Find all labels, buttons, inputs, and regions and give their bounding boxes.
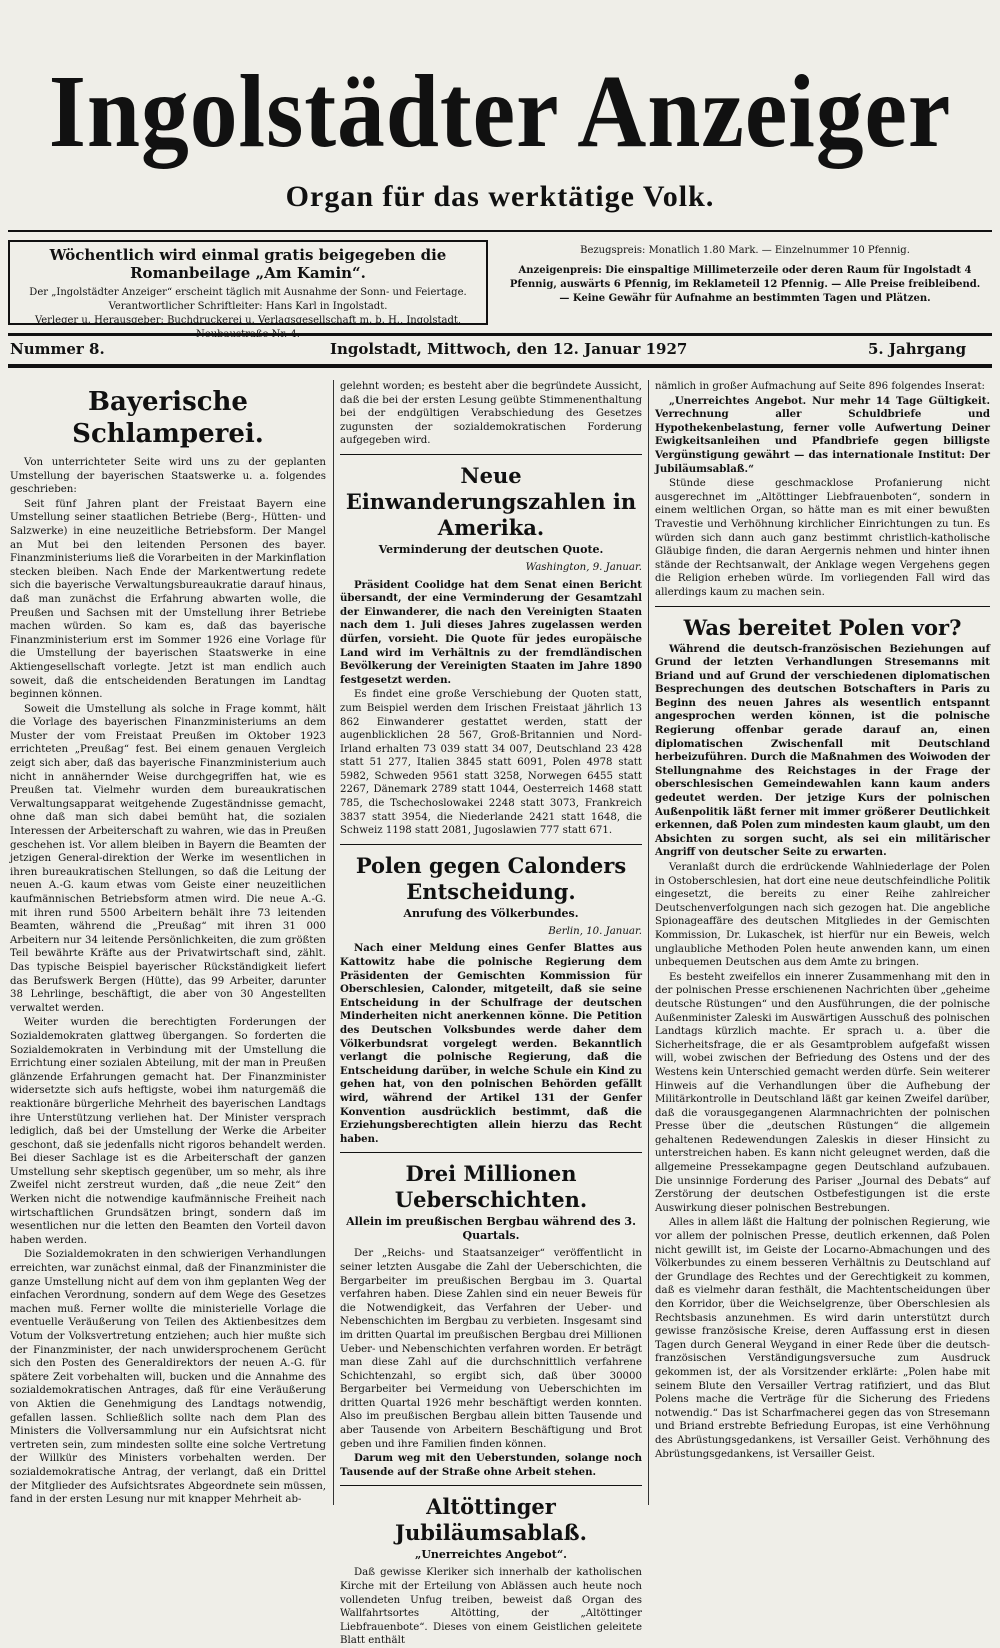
supplement-headline: Wöchentlich wird einmal gratis beigegeben die Romanbeilage „Am Kamin“.: [49, 246, 447, 282]
column-3: [655, 380, 990, 1505]
article-separator: [340, 1485, 642, 1486]
publication-frequency: Der „Ingolstädter Anzeiger“ erscheint täglich mit Ausnahme der Sonn- und Feiertage.: [29, 287, 467, 298]
article-paragraph: Es besteht zweifellos ein innerer Zusammenhang mit den in der polnischen Presse erschienenen Nachrichten über „geheime deutsche Rüstungen“ und den Ausführungen, die der polnische Außenminister Zaleski im Auswärtigen Ausschuß des polnischen Landtags kürzlich machte. Er sprach u. a. über die Sicherheitsfrage, die er als Gesamtproblem aufgefaßt wissen will, wobei zwischen der Befriedung des Ostens und der des Westens kein Unterschied gemacht werden dürfe. Sein weiterer Hinweis auf die Verhandlungen über die Aufhebung der Militärkontrolle in Deutschland läßt gar keinen Zweifel darüber, daß die vorausgegangenen Alarmnachrichten der polnischen Presse über die „deutschen Rüstungen“ die allgemein gehaltenen Redewendungen Zaleskis in dieser Hinsicht zu unterstreichen haben. Es kann nicht geleugnet werden, daß die allgemeine Pressekampagne gegen Deutschland aufzubauen. Die unsinnige Forderung des Pariser „Journal des Debats“ auf Zerstörung der deutschen Ostbefestigungen ist die erste Auswirkung dieser polnischen Bestrebungen.: [655, 971, 990, 1214]
article-paragraph: Während die deutsch-französischen Beziehungen auf Grund der letzten Verhandlungen Stresemanns mit Briand und auf Grund der verschiedenen diplomatischen Besprechungen des deutschen Botschafters in Paris zu Beginn des neuen Jahres als wesentlich entspannt angesprochen werden können, ist die polnische Regierung offenbar gerade darauf an, einen diplomatischen Zwischenfall mit Deutschland herbeizuführen. Durch die Maßnahmen des Woiwoden der Stellungnahme des Reichstages in der Frage der oberschlesischen Gemeindewahlen kann kaum anders gedeutet werden. Der jetzige Kurs der polnischen Außenpolitik läßt ferner mit immer größerer Deutlichkeit erkennen, daß Polen zum mindesten kaum glaubt, um den Absichten zu sorgen sucht, als sei ein militärischer Angriff von deutscher Seite zu erwarten.: [655, 642, 990, 859]
article-headline-polen: Was bereitet Polen vor?: [683, 614, 962, 640]
article-paragraph: Es findet eine große Verschiebung der Quoten statt, zum Beispiel werden dem Irischen Freistaat jährlich 13 862 Einwanderer gestattet werden, statt der augenblicklichen 28 567, Groß-Britannien und Nord-Irland erhalten 73 039 statt 34 007, Deutschland 23 428 statt 51 277, Italien 3845 statt 6091, Polen 4978 statt 5982, Schweden 9561 statt 3258, Norwegen 6455 statt 2267, Dänemark 2789 statt 1044, Oesterreich 1468 statt 785, die Tschechoslowakei 2248 statt 3073, Frankreich 3837 statt 3954, die Niederlande 2421 statt 1648, die Schweiz 1198 statt 2081, Jugoslawien 777 statt 671.: [340, 689, 642, 837]
article-separator: [340, 454, 642, 455]
article-subheadline: Verminderung der deutschen Quote.: [378, 542, 604, 556]
article-headline-schlamperei: Bayerische Schlamperei.: [72, 387, 264, 449]
place-and-date: Ingolstadt, Mittwoch, den 12. Januar 1927: [330, 340, 688, 358]
article-paragraph: Der „Reichs- und Staatsanzeiger“ veröffentlicht in seiner letzten Ausgabe die Zahl der Ueberschichten, die Bergarbeiter im preußischen Bergbau im 3. Quartal verfahren haben. Diese Zahlen sind ein neuer Beweis für die Notwendigkeit, das Verfahren der Ueber- und Nebenschichten im Bergbau zu verbieten. Insgesamt sind im dritten Quartal im preußischen Bergbau drei Millionen Ueber- und Nebenschichten verfahren worden. Er beträgt man diese Zahl auf die durchschnittlich verfahrene Schichtenzahl, so ergibt sich, daß über 30000 Bergarbeiter bei Vermeidung von Ueberschichten im dritten Quartal 1926 mehr beschäftigt werden konnten. Also im preußischen Bergbau allein bitten Tausende und aber Tausende von Arbeitern Beschäftigung und Brot geben und ihre Familien finden können.: [340, 1248, 642, 1450]
article-paragraph: Präsident Coolidge hat dem Senat einen Bericht übersandt, der eine Verminderung der Gesamtzahl der Einwanderer, die nach den Vereinigten Staaten nach dem 1. Juli dieses Jahres zugelassen werden dürfen, vorsieht. Die Quote für jedes europäische Land wird im Verhältnis zu der fremdländischen Bevölkerung der Vereinigten Staaten im Jahre 1890 festgesetzt werden.: [340, 578, 642, 686]
article-paragraph: Seit fünf Jahren plant der Freistaat Bayern eine Umstellung seiner staatlichen Betriebe (Berg-, Hütten- und Salzwerke) in eine neuzeitliche Betriebsform. Der Mangel an Mut bei den leitenden Personen des bayer. Finanzministeriums ließ die Vorarbeiten in der Markinflation stecken bleiben. Nach Ende der Markentwertung redete sich die bayerische Verwaltungsbureaukratie darauf hinaus, daß man zunächst die Erfahrung abwarten wolle, die Preußen und Sachsen mit der Umstellung ihrer Betriebe machen würden. So kam es, daß das bayerische Finanzministerium erst im Sommer 1926 eine Vorlage für die Umstellung der bayerischen Staatswerke in eine Aktiengesellschaft vorlegte. Jetzt ist man endlich auch soweit, daß die entscheidenden Beratungen im Landtag beginnen können.: [10, 498, 326, 701]
dateline-bottom-rule: [8, 364, 992, 368]
article-paragraph: Von unterrichteter Seite wird uns zu der geplanten Umstellung der bayerischen Staatswerke u. a. folgendes geschrieben:: [10, 457, 326, 496]
article-headline-calonder: Polen gegen Calonders Entscheidung.: [355, 852, 627, 904]
article-paragraph: Soweit die Umstellung als solche in Frage kommt, hält die Vorlage des bayerischen Finanzministeriums an dem Muster der vom Freistaat Preußen im Oktober 1923 errichteten „Preußag“ fest. Bei einem genauen Vergleich zeigt sich aber, daß das bayerische Finanzministerium auch nicht in annähernder Weise durchgegriffen hat, wie es Preußen tat. Vielmehr wurden dem bureaukratischen Verwaltungsapparat weitgehende Zugeständnisse gemacht, ohne daß man sich dabei bemüht hat, die sozialen Interessen der Arbeiterschaft zu wahren, wie das in Preußen geschehen ist. Vor allem bleiben in Bayern die Beamten der jetzigen General-direktion der Werke im wesentlichen in ihren bureaukratischen Stellungen, so daß die Leitung der neuen A.-G. kaum etwas vom Geiste einer neuzeitlichen kaufmännischen Betriebsform atmen wird. Die neue A.-G. mit ihren rund 5500 Arbeitern behält ihre 73 leitenden Beamten, während die „Preußag“ mit ihren 31 000 Arbeitern nur 34 leitende Persönlichkeiten, die zum größten Teil bewährte Kräfte aus der Privatwirtschaft sind, zählt. Das typische Beispiel bayerischer Rückständigkeit liefert das Berufswerk Bergen (Hütte), das 99 Arbeiter, darunter 38 Lehrlinge, beschäftigt, die aber von 30 Angestellten verwaltet werden.: [10, 703, 326, 1014]
article-paragraph: Weiter wurden die berechtigten Forderungen der Sozialdemokraten glattweg übergangen. So forderten die Sozialdemokraten in Verbindung mit der Umstellung die Errichtung einer sozialen Abteilung, mit der man in Preußen glänzende Erfahrungen gemacht hat. Der Finanzminister widersetzte sich aufs heftigste, wobei ihm naturgemäß die reaktionäre bürgerliche Mehrheit des bayerischen Landtags ihre Unterstützung verliehen hat. Der Minister versprach lediglich, daß bei der Umstellung der Werke die Arbeiter geschont, daß sie jedenfalls nicht rigoros behandelt werden. Bei dieser Sachlage ist es die Arbeiterschaft der ganzen Umstellung sehr skeptisch gegenüber, um so mehr, als ihre Zweifel nicht zerstreut wurden, daß „die neue Zeit“ den Werken nicht die notwendige kaufmännische Freiheit nach wirtschaftlichen Grundsätzen bringt, sondern daß im wesentlichen nur die letten den Beamten den Vorteil davon haben werden.: [10, 1017, 326, 1246]
publisher-line: Verleger u. Herausgeber: Buchdruckerei u. Verlagsgesellschaft m. b. H., Ingolstadt,: [34, 315, 462, 326]
masthead-title: Ingolstädter Anzeiger: [48, 54, 952, 169]
article-subheadline: „Unerreichtes Angebot“.: [415, 1548, 567, 1562]
article-paragraph: Alles in allem läßt die Haltung der polnischen Regierung, wie vor allem der polnischen Presse, deutlich erkennen, daß Polen nicht gewillt ist, im Geiste der Locarno-Abmachungen und des Völkerbundes zu einem besseren Verhältnis zu Deutschland auf der Grundlage des Rechtes und der Gerechtigkeit zu kommen, daß es vielmehr daran festhält, die Machtentscheidungen über den Korridor, über die Weichselgrenze, über Oberschlesien als Rechtsbasis anzunehmen. Es wird darin unterstützt durch gewisse französische Kreise, deren Auffassung erst in diesen Tagen durch General Weygand in einer Rede über die deutsch-französischen Verständigungsversuche zum Ausdruck gekommen ist, der als Vorsitzender erklärte: „Polen habe mit seinem Blute den Versailler Vertrag ratifiziert, und das Blut Polens mache die Verträge für die Sicherung des Friedens notwendig.“ Das ist Scharfmacherei gegen das von Stresemann und Briand erstrebte Befriedung Europas, ist eine Verhöhnung des Abrüstungsgedankens, ist Versailler Geist. Verhöhnung des Abrüstungsgedankens, ist Versailler Geist.: [655, 1217, 990, 1460]
article-paragraph: Stünde diese geschmacklose Profanierung nicht ausgerechnet im „Altöttinger Liebfrauenboten“, sondern in einem weltlichen Organ, so hätte man es mit einer bewußten Travestie und Verhöhnung kirchlicher Einrichtungen zu tun. Es würden sich dann auch ganz bestimmt christlich-katholische Gläubige finden, die daran Aergernis nehmen und hinter ihnen stände der Rechtsanwalt, der Anklage wegen Vergehens gegen die Religion erheben würde. Im vorliegenden Fall wird das allerdings kaum zu machen sein.: [655, 478, 990, 598]
article-paragraph: Die Sozialdemokraten in den schwierigen Verhandlungen erreichten, war zunächst einmal, daß der Finanzminister die ganze Umstellung nicht auf dem von ihm geplanten Weg der einfachen Verordnung, sondern auf dem Wege des Gesetzes machen muß. Ferner wollte die ministerielle Vorlage die eventuelle Veräußerung von Teilen des Aktienbesitzes dem Votum der Volksvertretung entziehen; auch hier mußte sich der Finanzminister, der nach unwidersprochenem Gerücht sich den Posten des Generaldirektors der neuen A.-G. für spätere Zeit vorbehalten will, bucken und die Annahme des sozialdemokratischen Antrages, daß für eine Veräußerung von Aktien die Genehmigung des Landtags notwendig, gefallen lassen. Schließlich sollte nach dem Plan des Ministers die Vollversammlung nur ein Aufsichtsrat nicht vertreten sein, zum mindesten sollte eine solche Vertretung der Willkür des Ministers vorbehalten werden. Der sozialdemokratische Antrag, der verlangt, daß ein Drittel der Mitglieder des Aufsichtsrates Abgeordnete sein müssen, fand in der ersten Lesung nur mit knapper Mehrheit ab-: [10, 1249, 326, 1506]
issue-number: Nummer 8.: [10, 340, 105, 358]
article-separator: [340, 1152, 642, 1153]
column-2: [340, 380, 642, 1647]
article-headline-ueberschichten: Drei Millionen Ueberschichten.: [394, 1161, 588, 1213]
article-headline-einwanderung: Neue Einwanderungszahlen in Amerika.: [345, 462, 637, 540]
article-separator: [340, 844, 642, 845]
advertising-price: Anzeigenpreis: Die einspaltige Millimeterzeile oder deren Raum für Ingolstadt 4 Pfennig, auswärts 6 Pfennig, im Reklameteil 12 Pfennig. — Alle Preise freibleibend. — Keine Gewähr für Aufnahme an bestimmten Tagen und Plätzen.: [509, 265, 981, 304]
article-paragraph: gelehnt worden; es besteht aber die begründete Aussicht, daß die bei der ersten Lesung geübte Stimmenenthaltung bei der endgültigen Verabschiedung des Gesetzes zugunsten der sozialdemokratischen Forderung aufgegeben wird.: [340, 381, 642, 447]
article-separator: [655, 606, 990, 607]
column-1: [10, 380, 326, 1505]
editor-line: Verantwortlicher Schriftleiter: Hans Karl in Ingolstadt.: [108, 301, 388, 312]
article-paragraph: Daß gewisse Kleriker sich innerhalb der katholischen Kirche mit der Erteilung von Ablässen auch heute noch vollendeten Unfug treiben, beweist daß Organ des Wallfahrtsortes Altötting, der „Altöttinger Liebfrauenbote“. Dieses von einem Geistlichen geleitete Blatt enthält: [340, 1567, 642, 1647]
header-rule: [8, 230, 992, 232]
dateline: [0, 340, 1000, 362]
price-box: [500, 240, 990, 325]
masthead-subtitle: Organ für das werktätige Volk.: [285, 180, 715, 213]
article-subheadline: Anrufung des Völkerbundes.: [403, 906, 579, 920]
article-dateline: Berlin, 10. Januar.: [548, 925, 642, 937]
article-paragraph: Veranlaßt durch die erdrückende Wahlniederlage der Polen in Ostoberschlesien, hat dort eine neue deutschfeindliche Politik eingesetzt, die bereits zu einer Reihe zahlreicher Deutschenverfolgungen nach sich gezogen hat. Die angebliche Spionageaffäre des deutschen Mitgliedes in der Gemischten Kommission, Dr. Lukaschek, ist hierfür nur ein Beweis, welch unglaubliche Methoden Polen heute anwenden kann, um einen unbequemen Deutschen aus dem Amte zu bringen.: [655, 862, 990, 969]
advertisement-quote: „Unerreichtes Angebot. Nur mehr 14 Tage Gültigkeit. Verrechnung aller Schuldbriefe und Hypothekenbelastung, ferner volle Aufwertung Deiner Ewigkeitsanleihen und Pfandbriefe gegen billigste Vergünstigung gewährt — das internationale Institut: Der Jubiläumsablaß.“: [655, 394, 990, 475]
column-divider: [333, 380, 334, 1505]
dateline-top-rule: [8, 333, 992, 336]
article-paragraph: nämlich in großer Aufmachung auf Seite 896 folgendes Inserat:: [655, 381, 985, 392]
column-divider: [648, 380, 649, 1505]
volume-year: 5. Jahrgang: [868, 340, 967, 358]
supplement-notice-box: [8, 240, 488, 325]
article-paragraph: Nach einer Meldung eines Genfer Blattes aus Kattowitz habe die polnische Regierung dem Präsidenten der Gemischten Kommission für Oberschlesien, Calonder, mitgeteilt, daß sie seine Entscheidung in der Schulfrage der deutschen Minderheiten nicht anerkennen könne. Die Petition des Deutschen Volksbundes werde daher dem Völkerbundsrat vorgelegt werden. Bekanntlich verlangt die polnische Regierung, daß die Entscheidung darüber, in welche Schule ein Kind zu gehen hat, von den polnischen Behörden gefällt wird, während der Artikel 131 der Genfer Konvention ausdrücklich bestimmt, daß die Erziehungsberechtigten allein hierzu das Recht haben.: [340, 942, 642, 1145]
article-paragraph: Darum weg mit den Ueberstunden, solange noch Tausende auf der Straße ohne Arbeit stehen.: [340, 1452, 642, 1478]
article-subheadline: Allein im preußischen Bergbau während des 3. Quartals.: [346, 1215, 636, 1243]
article-dateline: Washington, 9. Januar.: [525, 561, 642, 573]
article-headline-ablass: Altöttinger Jubiläumsablaß.: [395, 1494, 587, 1546]
subscription-price: Bezugspreis: Monatlich 1.80 Mark. — Einzelnummer 10 Pfennig.: [580, 245, 910, 256]
